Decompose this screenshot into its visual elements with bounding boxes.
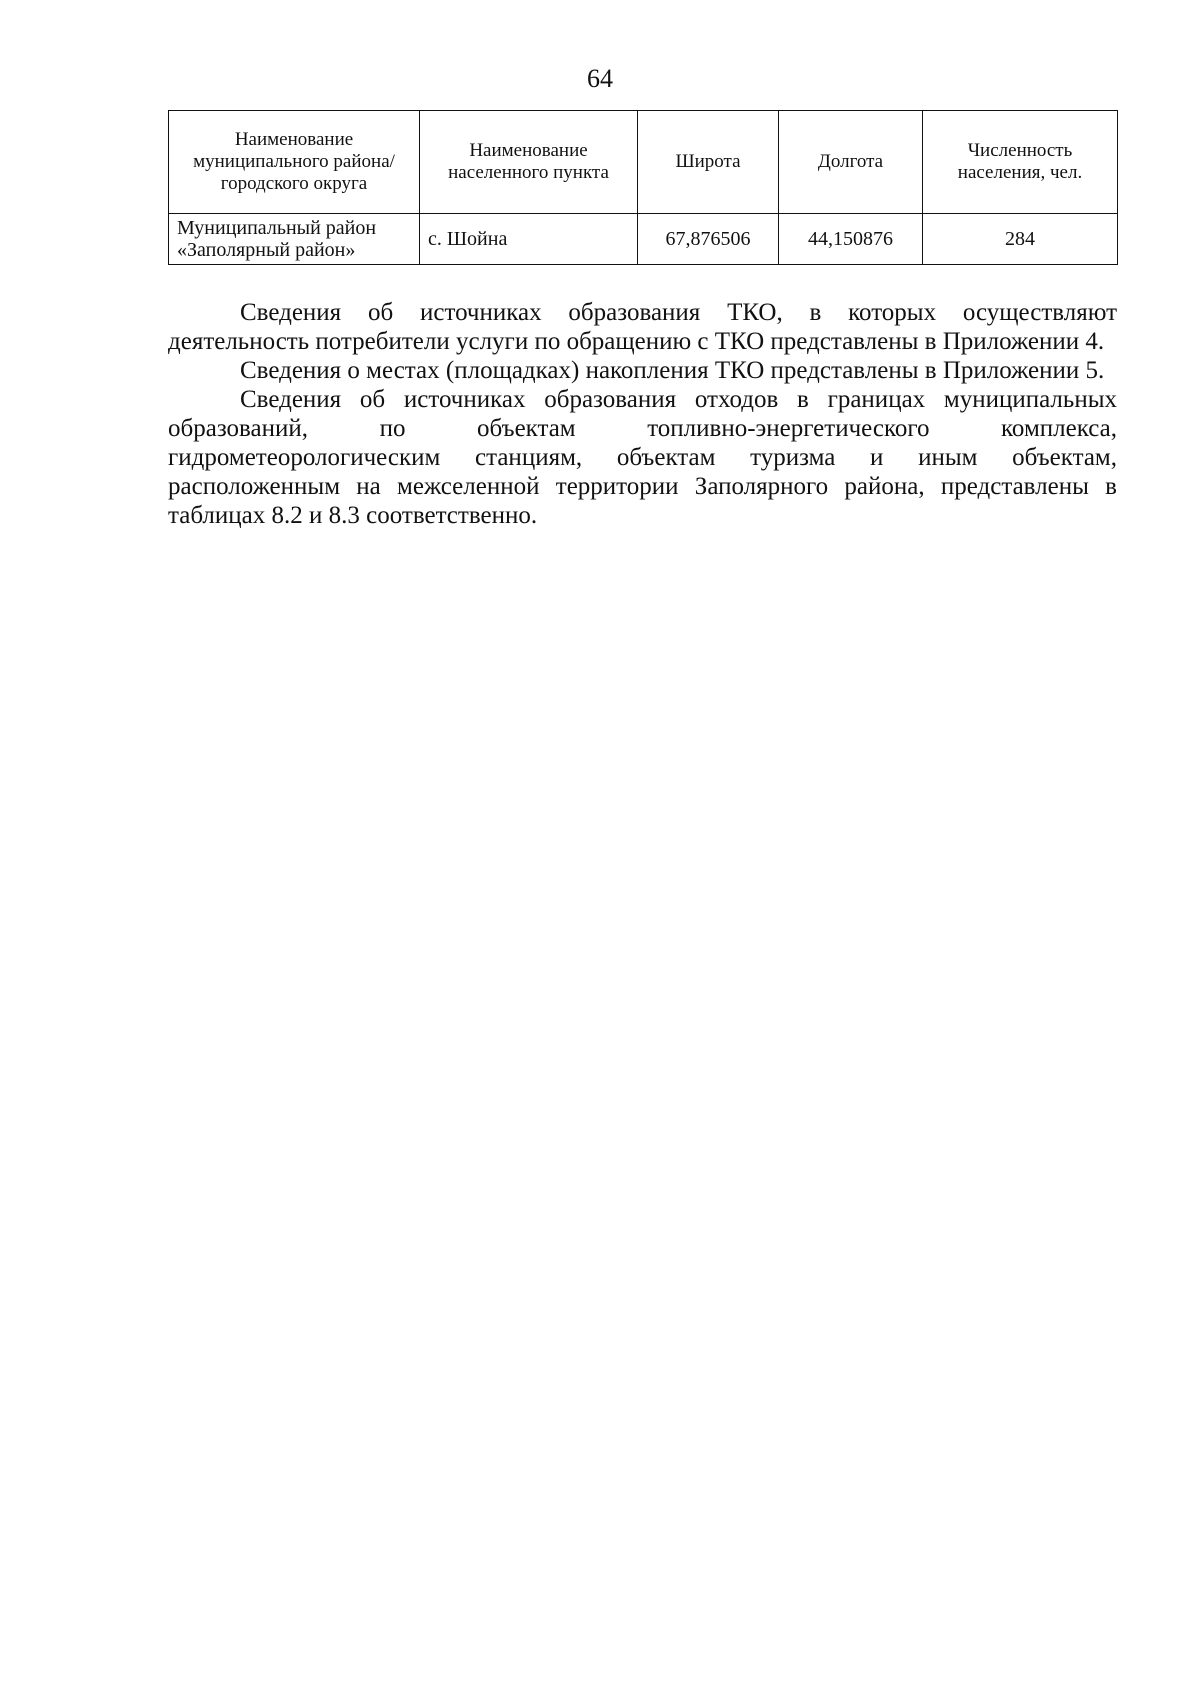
- header-district: Наименование муниципального района/городского округа: [169, 111, 420, 214]
- body-text: [168, 298, 1117, 530]
- table-row: [169, 214, 1118, 265]
- paragraph: Сведения о местах (площадках) накопления ТКО представлены в Приложении 5.: [240, 357, 1105, 384]
- header-population: Численность населения, чел.: [923, 111, 1118, 214]
- cell-district: Муниципальный район «Заполярный район»: [169, 214, 420, 265]
- page-number: 64: [587, 64, 613, 93]
- header-latitude: Широта: [638, 111, 779, 214]
- cell-settlement: с. Шойна: [420, 214, 638, 265]
- paragraph: Сведения об источниках образования ТКО, в которых осуществляют деятельность потребители услуги по обращению с ТКО представлены в Приложении 4.: [168, 299, 1117, 355]
- paragraph: Сведения об источниках образования отходов в границах муниципальных образований, по объектам топливно-энергетического комплекса, гидрометеорологическим станциям, объектам туризма и иным объектам, расположенным на межселенной территории Заполярного района, представлены в таблицах 8.2 и 8.3 соответственно.: [168, 386, 1117, 529]
- header-settlement: Наименование населенного пункта: [420, 111, 638, 214]
- table-header-row: [169, 111, 1118, 214]
- cell-latitude: 67,876506: [638, 214, 779, 265]
- settlement-table: [168, 110, 1118, 265]
- header-longitude: Долгота: [779, 111, 923, 214]
- cell-longitude: 44,150876: [779, 214, 923, 265]
- cell-population: 284: [923, 214, 1118, 265]
